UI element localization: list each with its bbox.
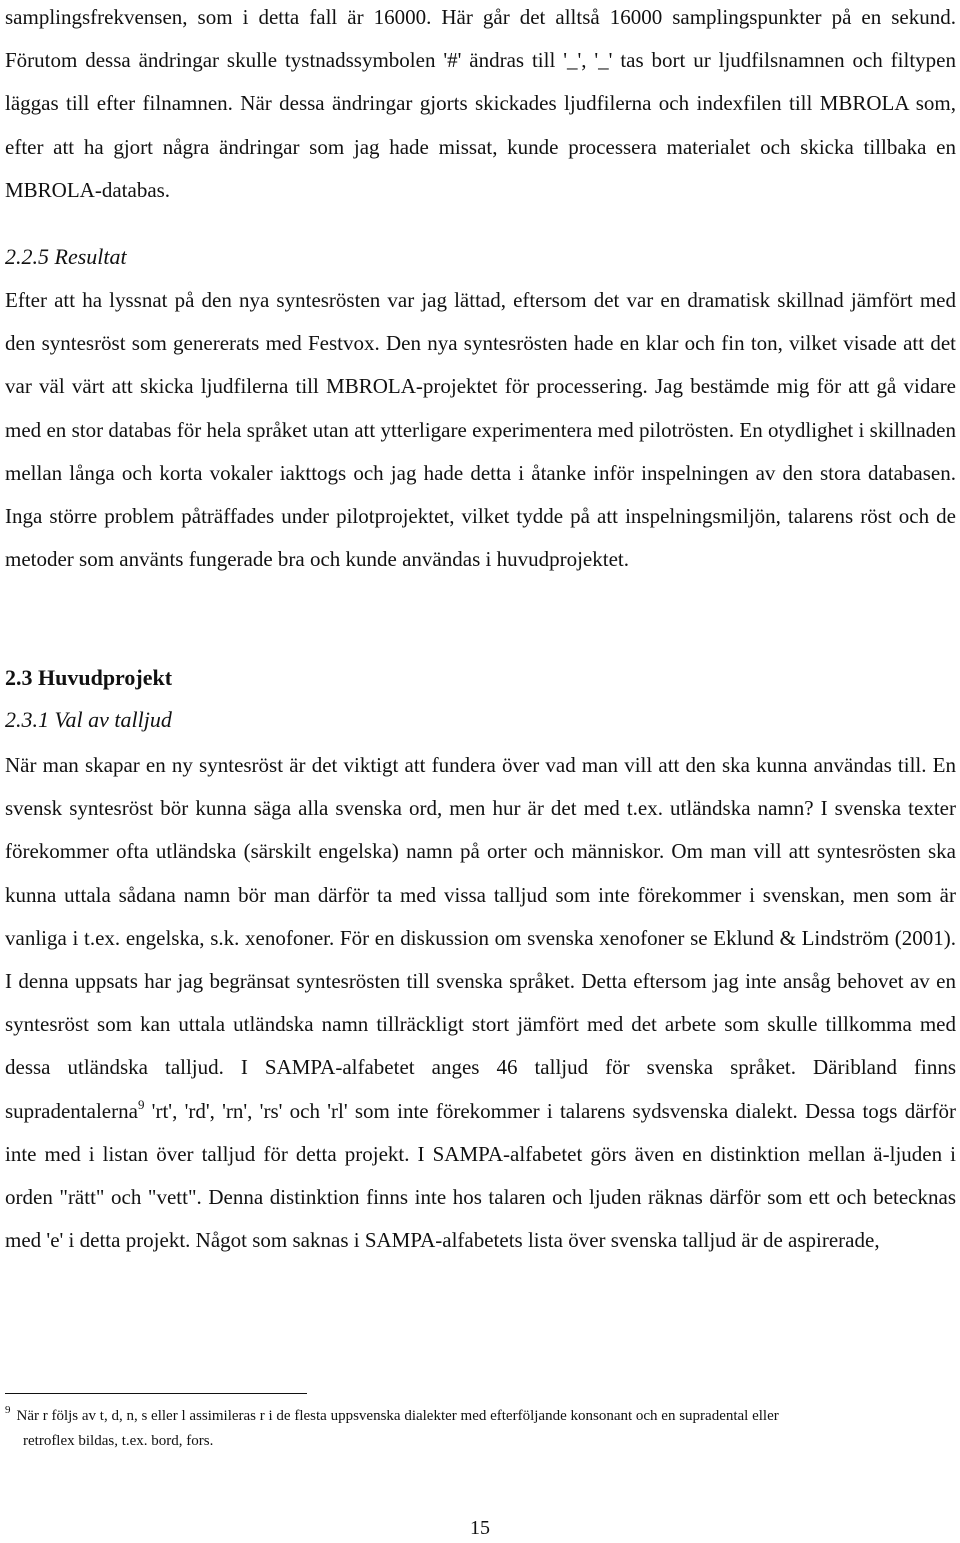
paragraph-top: samplingsfrekvensen, som i detta fall är 16000. Här går det alltså 16000 samplingspunkter på en sekund. Förutom dessa ändringar skulle tystnadssymbolen '#' ändras till '_', '_' tas bort ur ljudfilsnamnen och filtypen läggas till efter filnamnen. När dessa ändringar gjorts skickades ljudfilerna och indexfilen till MBROLA som, efter att ha gjort några ändringar som jag hade missat, kunde processera materialet och skicka tillbaka en MBROLA-databas. [5,5,956,202]
footnote-separator [5,1393,307,1394]
heading-2-3: 2.3 Huvudprojekt [5,665,173,690]
paragraph-text-part-1: När man skapar en ny syntesröst är det viktigt att fundera över vad man vill att den ska kunna användas till. En svensk syntesröst bör kunna säga alla svenska ord, men hur är det med t.ex. utländska namn? I svenska texter förekommer ofta utländska (särskilt engelska) namn på orter och människor. Om man vill att syntesrösten ska kunna uttala sådana namn bör man därför ta med vissa talljud som inte förekommer i svenskan, men som är vanliga i t.ex. engelska, s.k. xenofoner. För en diskussion om svenska xenofoner se Eklund & Lindström (2001). I denna uppsats har jag begränsat syntesrösten till svenska språket. Detta eftersom jag inte ansåg behovet av en syntesröst som kan uttala utländska namn tillräckligt stort jämfört med det arbete som skulle tillkomma med dessa utländska talljud. I SAMPA-alfabetet anges 46 talljud för svenska språket. Däribland finns supradentalerna [5,753,956,1123]
heading-2-2-5: 2.2.5 Resultat [5,244,127,269]
footnote-reference: 9 [137,1096,145,1112]
footnote-line-2: retroflex bildas, t.ex. bord, fors. [23,1433,214,1449]
footnote-number: 9 [5,1404,11,1416]
footnote-line-1: När r följs av t, d, n, s eller l assimileras r i de flesta uppsvenska dialekter med efterföljande konsonant och en supradental eller [16,1408,779,1424]
paragraph-val-av-talljud [5,744,956,1262]
heading-2-3-1: 2.3.1 Val av talljud [5,707,172,732]
paragraph-text-part-2: 'rt', 'rd', 'rn', 'rs' och 'rl' som inte förekommer i talarens sydsvenska dialekt. Dessa togs därför inte med i listan över talljud för detta projekt. I SAMPA-alfabetet görs även en distinktion mellan ä-ljuden i orden "rätt" och "vett". Denna distinktion finns inte hos talaren och ljuden räknas därför som ett och betecknas med 'e' i detta projekt. Något som saknas i SAMPA-alfabetets lista över svenska talljud är de aspirerade, [5,1098,956,1253]
paragraph-resultat: Efter att ha lyssnat på den nya syntesrösten var jag lättad, eftersom det var en dramatisk skillnad jämfört med den syntesröst som genererats med Festvox. Den nya syntesrösten hade en klar och fin ton, vilket visade att det var väl värt att skicka ljudfilerna till MBROLA-projektet för processering. Jag bestämde mig för att gå vidare med en stor databas för hela språket utan att ytterligare experimentera med pilotrösten. En otydlighet i skillnaden mellan långa och korta vokaler iakttogs och jag hade detta i åtanke inför inspelningen av den stora databasen. Inga större problem påträffades under pilotprojektet, vilket tydde på att inspelningsmiljön, talarens röst och de metoder som använts fungerade bra och kunde användas i huvudprojektet. [5,288,956,572]
page-number: 15 [470,1517,490,1539]
footnote [5,1404,956,1454]
